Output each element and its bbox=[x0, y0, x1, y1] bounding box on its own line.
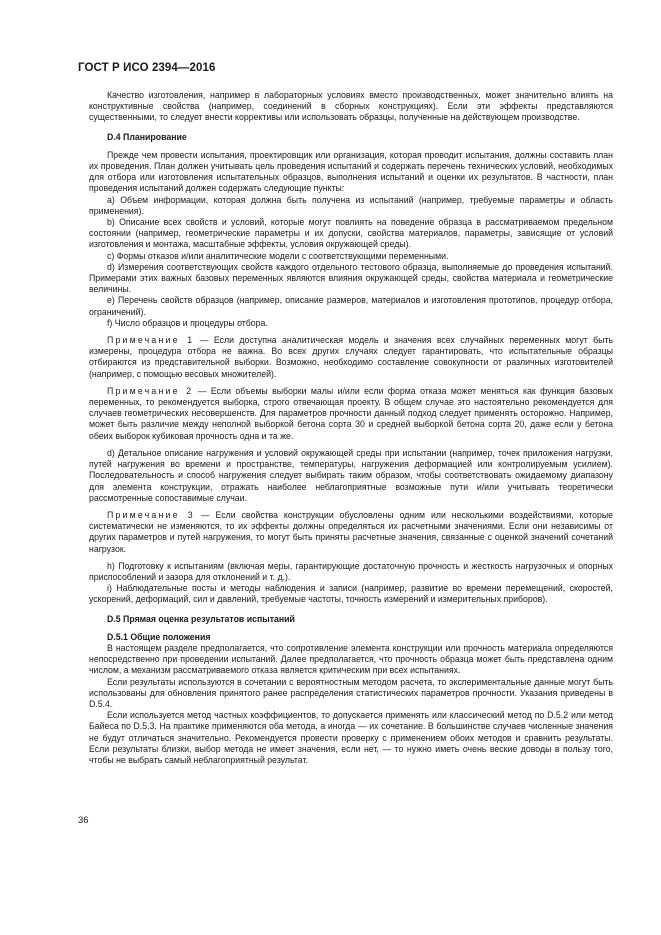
list-item-a: a) Объем информации, которая должна быть получена из испытаний (например, требуемые параметры и область применения). bbox=[89, 194, 613, 216]
note-1 bbox=[89, 335, 613, 380]
note-1-label: Примечание 1 bbox=[107, 335, 195, 346]
list-item-e: e) Перечень свойств образцов (например, описание размеров, материалов и изготовления прототипов, процедур отбора, ограничений). bbox=[89, 295, 613, 317]
note-2-label: Примечание 2 bbox=[107, 385, 194, 396]
page-number: 36 bbox=[78, 815, 89, 826]
list-item-d: d) Измерения соответствующих свойств каждого отдельного тестового образца, выполняемые до проведения испытаний. Примерами этих важных базовых переменных являются влияния окружающей среды, свойства материала и геометрические величины. bbox=[89, 261, 613, 295]
note-2 bbox=[89, 386, 613, 442]
list-item-h: h) Подготовку к испытаниям (включая меры, гарантирующие достаточную прочность и жесткость нагрузочных и опорных приспособлений и зазора для отклонений и т. д.). bbox=[89, 560, 613, 582]
list-item-d-detail: d) Детальное описание нагружения и условий окружающей среды при испытании (например, точек приложения нагрузки, путей нагружения во времени и пространстве, температуры, нагружения деформацией или контролируемым усилием). Последовательность и способ нагружения следует выбирать таким образом, чтобы соответствовать ожидаемому диапазону для элемента конструкции, отражать наиболее неблагоприятные возможные пути и/или учитывать теоретически рассмотренные сопоставимые случаи. bbox=[89, 447, 613, 503]
list-item-b: b) Описание всех свойств и условий, которые могут повлиять на поведение образца в рассматриваемом предельном состоянии (например, геометрические параметры и их допуски, свойства материалов, параметры, зависящие от условий изготовления и монтажа, масштабные эффекты, условия окружающей среды). bbox=[89, 217, 613, 250]
note-1-text: — Если доступна аналитическая модель и значения всех случайных переменных могут быть измерены, процедура отбора не важна. Во всех других случаях следует гарантировать, что испытательные образцы отбираются из представительной выборки. Возможно, необходимо составление совокупности от различных изготовителей (например, с помощью весовых множителей). bbox=[89, 335, 614, 379]
note-3-text: — Если свойства конструкции обусловлены одним или несколькими воздействиями, которые систематически не изменяются, то их эффекты должны определяться их расчетными значениями. Если они независимы от других параметров и путей нагружения, то могут быть приняты расчетные значения, связанные с оценкой значений сочетаний нагрузок. bbox=[89, 509, 614, 554]
section-heading-d5: D.5 Прямая оценка результатов испытаний bbox=[107, 613, 295, 624]
list-item-i: i) Наблюдательные посты и методы наблюдения и записи (например, развитие во времени перемещений, скоростей, ускорений, деформаций, сил и давлений, требуемые частоты, точность измерений и измерительных приборов). bbox=[89, 583, 613, 605]
subsection-heading-d51: D.5.1 Общие положения bbox=[107, 631, 211, 642]
document-header: ГОСТ Р ИСО 2394—2016 bbox=[78, 62, 216, 74]
note-2-text: — Если объемы выборки малы и/или если форма отказа может меняться как функция базовых переменных, то рекомендуется выборка, строго отвечающая проекту. В общем случае это настоятельно рекомендуется для случаев геометрических несовершенств. Для параметров прочности данный подход следует применять осторожно. Например, может быть различие между неполной выборкой бетона сорта 30 и средней выборкой бетона сорта 20, даже если у бетона обеих выборок кубиковая прочность одна и та же. bbox=[89, 385, 613, 441]
note-3-label: Примечание 3 bbox=[107, 509, 195, 520]
d51-paragraph-1: В настоящем разделе предполагается, что сопротивление элемента конструкции или прочность материала определяются непосредственно при проведении испытаний. Далее предполагается, что прочность образца может быть представлена одним числом, а механизм рассматриваемого отказа является критическим при всех испытаниях. bbox=[89, 642, 613, 676]
note-3 bbox=[89, 510, 613, 555]
list-item-c: c) Формы отказов и/или аналитические модели с соответствующими переменными. bbox=[107, 250, 449, 261]
intro-paragraph: Качество изготовления, например в лабораторных условиях вместо производственных, может значительно влиять на конструктивные свойства (например, соединений в сборных конструкциях). Если эти эффекты представляются существенными, то следует внести коррективы или использовать образцы, полученные на действующем производстве. bbox=[89, 90, 613, 123]
d51-paragraph-2: Если результаты используются в сочетании с вероятностным методом расчета, то экспериментальные данные могут быть использованы для обновления принятого ранее распределения статистических параметров прочности. Указания приведены в D.5.4. bbox=[89, 676, 613, 709]
d4-intro-paragraph: Прежде чем провести испытания, проектировщик или организация, которая проводит испытания, должны составить план их проведения. План должен учитывать цель проведения испытаний и содержать перечень технических условий, необходимых для отбора или изготовления испытательных образцов, выполнения испытаний и оценки их результатов. В частности, план проведения испытаний должен содержать следующие пункты: bbox=[89, 149, 613, 194]
list-item-f: f) Число образцов и процедуры отбора. bbox=[107, 317, 268, 328]
d51-paragraph-3: Если используется метод частных коэффициентов, то допускается применять или классический метод по D.5.2 или метод Байеса по D.5.3. На практике применяются оба метода, а иногда — их сочетание. В большинстве случаев численные значения не будут отличаться значительно. Рекомендуется провести проверку с применением обоих методов и сравнить результаты. Если результаты близки, выбор метода не имеет значения, если нет, — то нужно иметь очень веские доводы в пользу того, чтобы не выбрать самый неблагоприятный результат. bbox=[89, 710, 613, 765]
document-body bbox=[89, 90, 613, 766]
section-heading-d4: D.4 Планирование bbox=[107, 131, 187, 142]
